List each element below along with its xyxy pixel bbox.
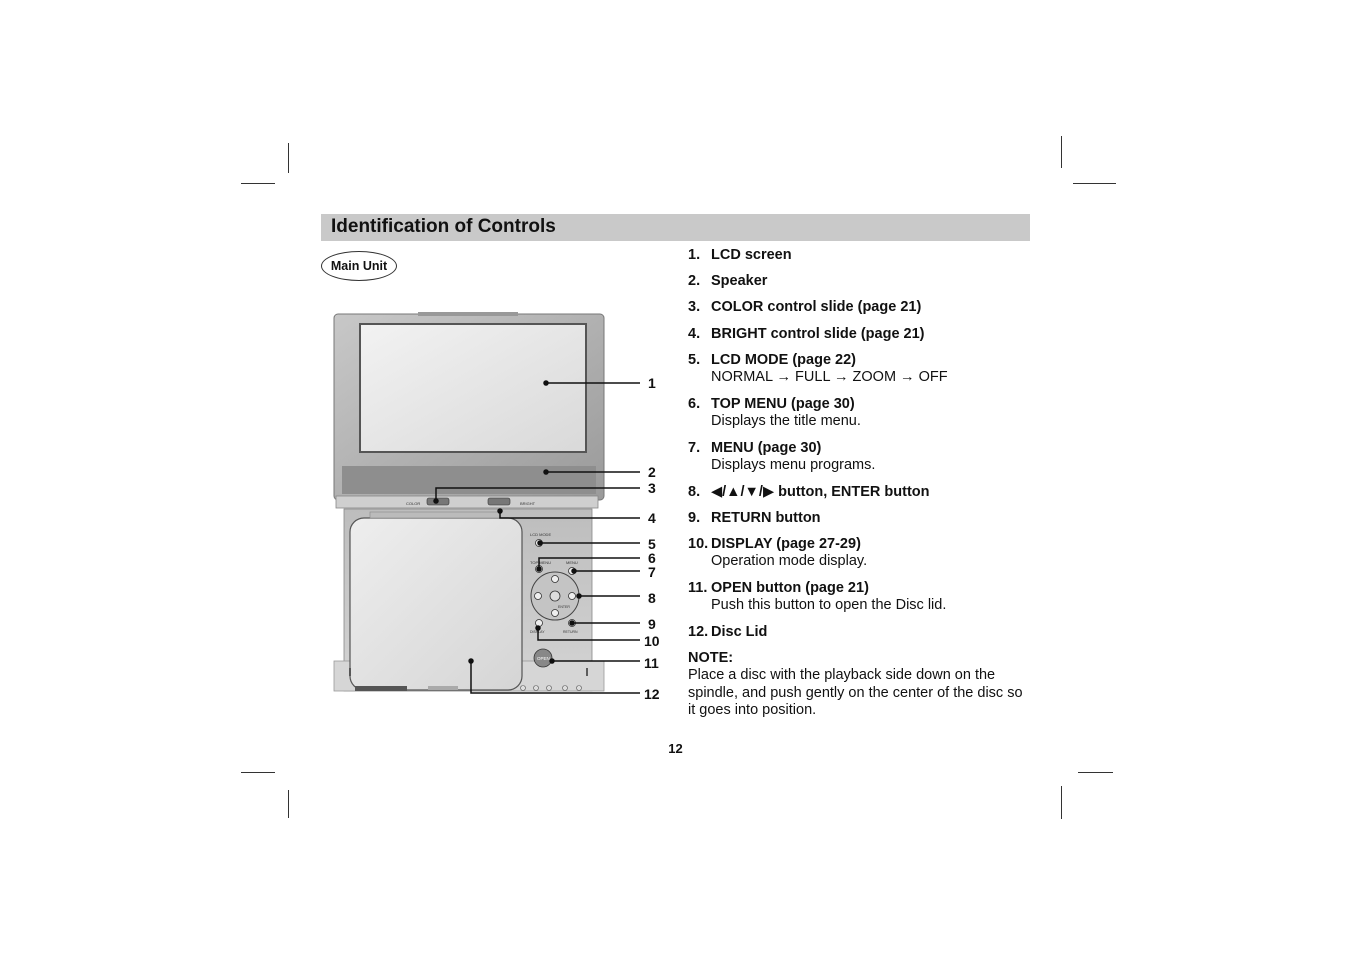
list-item [688,246,1033,264]
crop-mark [241,772,275,773]
main-unit-badge: Main Unit [321,251,397,281]
item-title: TOP MENU (page 30) [711,396,855,412]
item-title: OPEN button (page 21) [711,580,869,596]
item-title: DISPLAY (page 27-29) [711,536,861,552]
top-menu-label: TOP MENU [530,560,551,565]
item-title: RETURN button [711,510,821,526]
display-label: DISPLAY [530,630,545,634]
controls-list [688,246,1033,720]
speaker-panel [342,466,596,494]
callout-7: 7 [648,564,656,580]
page-title: Identification of Controls [331,216,556,237]
lcd-mode-label: LCD MODE [530,532,552,537]
enter-button[interactable] [550,591,560,601]
list-item [688,579,1033,614]
item-number: 7. [688,440,701,456]
crop-mark [1061,786,1062,819]
callout-9: 9 [648,616,656,632]
item-number: 2. [688,273,701,289]
section-header [321,214,1030,241]
item-number: 6. [688,396,701,412]
item-description: NORMAL → FULL → ZOOM → OFF [711,369,948,385]
item-description: Displays the title menu. [711,413,861,429]
callout-11: 11 [644,655,659,671]
item-title: Disc Lid [711,624,768,640]
callout-3: 3 [648,480,656,496]
bright-label: BRIGHT [520,501,536,506]
left-button[interactable] [535,593,542,600]
item-number: 8. [688,484,701,500]
callout-6: 6 [648,550,656,566]
item-number: 9. [688,510,701,526]
list-item [688,395,1033,430]
item-title: Speaker [711,273,768,289]
color-label: COLOR [406,501,421,506]
callout-4: 4 [648,510,656,526]
item-number: 1. [688,247,701,263]
item-description: Operation mode display. [711,553,868,569]
crop-mark [1061,136,1062,168]
crop-mark [1078,772,1113,773]
right-button[interactable] [569,593,576,600]
callout-1: 1 [648,375,656,391]
list-item [688,325,1033,343]
callout-8: 8 [648,590,656,606]
list-item [688,483,1033,501]
menu-label: MENU [566,560,578,565]
list-item [688,535,1033,570]
crop-mark [288,790,289,818]
page-number: 12 [668,741,683,756]
callout-10: 10 [644,633,660,649]
list-item [688,272,1033,290]
item-number: 12. [688,624,709,640]
hinge-strip [336,496,598,508]
list-item [688,623,1033,641]
lcd-screen [360,324,586,452]
bright-slide[interactable] [488,498,510,505]
item-number: 4. [688,326,701,342]
down-button[interactable] [552,610,559,617]
enter-label: ENTER [558,605,570,609]
item-description: Push this button to open the Disc lid. [711,597,947,613]
item-title: LCD screen [711,247,792,263]
note-body: Place a disc with the playback side down on the spindle, and push gently on the center of the disc so it goes into position. [688,667,1023,718]
item-number: 11. [688,580,708,596]
item-title: BRIGHT control slide (page 21) [711,326,925,342]
item-title: MENU (page 30) [711,440,822,456]
list-item [688,298,1033,316]
callout-5: 5 [648,536,656,552]
item-number: 10. [688,536,709,552]
item-number: 3. [688,299,701,315]
crop-mark [1073,183,1116,184]
item-title: LCD MODE (page 22) [711,352,857,368]
crop-mark [241,183,275,184]
list-item [688,509,1033,527]
list-item [688,439,1033,474]
item-title: COLOR control slide (page 21) [711,299,922,315]
open-label: OPEN [537,656,550,661]
callout-2: 2 [648,464,656,480]
device-illustration [330,306,675,701]
disc-lid[interactable] [350,518,522,690]
up-button[interactable] [552,576,559,583]
return-label: RETURN [563,630,578,634]
item-number: 5. [688,352,701,368]
crop-mark [288,143,289,173]
item-title: ◀/▲/▼/▶ button, ENTER button [711,484,930,500]
callout-12: 12 [644,686,660,702]
item-description: Displays menu programs. [711,457,876,473]
list-item [688,351,1033,386]
note-heading: NOTE: [688,650,734,666]
